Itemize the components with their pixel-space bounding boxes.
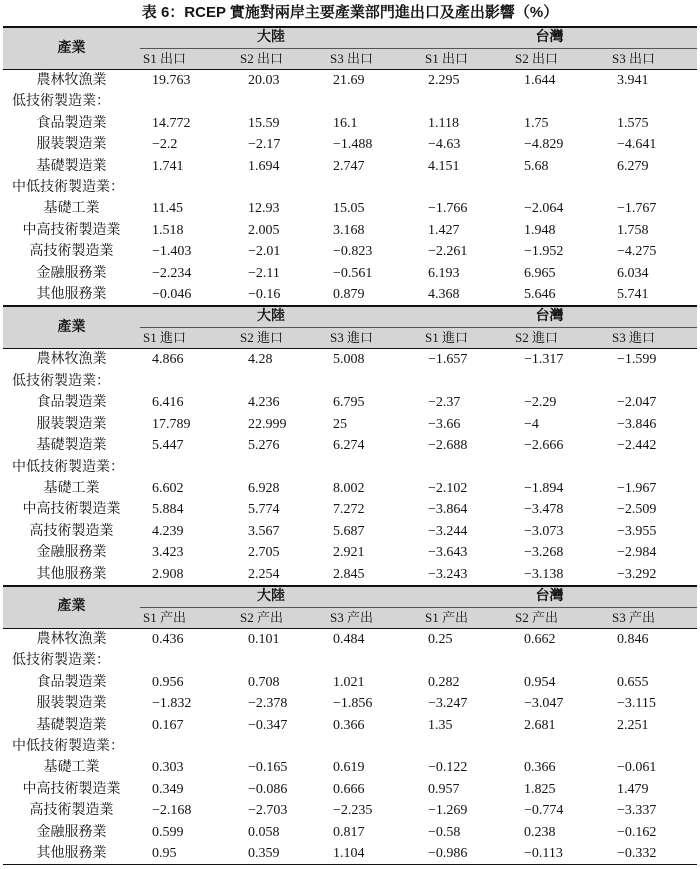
value-cell: 1.741 [152, 158, 184, 174]
value-cell: −0.122 [428, 760, 468, 776]
category-row [3, 371, 697, 392]
value-cell: 0.349 [152, 781, 184, 797]
value-cell: 5.276 [248, 438, 280, 454]
value-cell: −3.292 [617, 566, 657, 582]
industry-label: 高技術製造業 [29, 523, 114, 539]
value-cell: −2.984 [617, 545, 657, 561]
value-cell: 0.238 [524, 824, 556, 840]
value-cell: −3.138 [524, 566, 564, 582]
value-cell: 2.908 [152, 566, 184, 582]
value-cell: 0.436 [152, 631, 184, 647]
value-cell: 5.774 [248, 502, 280, 518]
value-cell: 4.239 [152, 523, 184, 539]
category-row [3, 457, 697, 478]
table-row [3, 284, 697, 306]
value-cell: 3.168 [333, 222, 365, 238]
industry-label: 其他服務業 [36, 287, 107, 303]
value-cell: −2.102 [428, 480, 468, 496]
value-cell: 2.921 [333, 545, 365, 561]
industry-label: 基礎工業 [43, 201, 100, 217]
scenario-header: S1 出口 [140, 49, 217, 70]
taiwan-header: 台灣 [402, 586, 697, 608]
value-cell: 0.366 [524, 760, 556, 776]
value-cell: 1.35 [428, 717, 453, 733]
value-cell: 0.25 [428, 631, 453, 647]
value-cell: −2.234 [152, 265, 192, 281]
value-cell: −1.488 [333, 137, 373, 153]
value-cell: −1.967 [617, 480, 657, 496]
value-cell: 6.416 [152, 395, 184, 411]
value-cell: −2.378 [248, 696, 288, 712]
value-cell: 1.575 [617, 115, 649, 131]
value-cell: 0.655 [617, 674, 649, 690]
table-title: 表 6：RCEP 實施對兩岸主要產業部門進出口及產出影響（%） [141, 4, 559, 21]
value-cell: −3.478 [524, 502, 564, 518]
value-cell: 6.602 [152, 480, 184, 496]
value-cell: −2.01 [248, 244, 281, 260]
industry-header: 產業 [3, 586, 140, 629]
value-cell: 0.879 [333, 287, 365, 303]
table-row [3, 156, 697, 177]
section-header-row [3, 27, 697, 49]
value-cell: 1.479 [617, 781, 649, 797]
value-cell: −2.17 [248, 137, 281, 153]
value-cell: 0.282 [428, 674, 460, 690]
table-row [3, 113, 697, 134]
value-cell: 4.151 [428, 158, 460, 174]
value-cell: 19.763 [152, 73, 191, 88]
table-row [3, 822, 697, 843]
table-row [3, 672, 697, 693]
taiwan-header: 台灣 [402, 27, 697, 49]
value-cell: 0.708 [248, 674, 280, 690]
industry-label: 基礎工業 [43, 760, 100, 776]
mainland-header: 大陸 [140, 27, 402, 49]
value-cell: −1.832 [152, 696, 192, 712]
table-row [3, 564, 697, 586]
value-cell: 17.789 [152, 416, 191, 432]
value-cell: 3.423 [152, 545, 184, 561]
value-cell: 1.104 [310, 843, 402, 865]
industry-label: 高技術製造業 [29, 803, 114, 819]
value-cell: −2.442 [617, 438, 657, 454]
value-cell: −1.657 [428, 352, 468, 368]
value-cell: 5.741 [617, 287, 649, 303]
value-cell: −0.823 [333, 244, 373, 260]
scenario-header: S2 产出 [217, 607, 310, 628]
table-section [3, 586, 697, 865]
value-cell: 1.825 [524, 781, 556, 797]
table-section [3, 27, 697, 306]
value-cell: −3.115 [617, 696, 656, 712]
value-cell: 6.034 [617, 265, 649, 281]
industry-label: 其他服務業 [3, 843, 140, 865]
industry-label: 服裝製造業 [36, 696, 107, 712]
table-row [3, 843, 697, 865]
category-label: 中低技術製造業： [12, 180, 124, 196]
taiwan-header: 台灣 [402, 306, 697, 328]
value-cell: 6.795 [333, 395, 365, 411]
value-cell: −3.247 [428, 696, 468, 712]
value-cell: 0.666 [333, 781, 365, 797]
value-cell: −4 [524, 416, 539, 432]
value-cell: 21.69 [333, 73, 365, 88]
value-cell: −3.846 [617, 416, 657, 432]
section-header-row [3, 306, 697, 328]
value-cell: 6.193 [428, 265, 460, 281]
value-cell: −0.046 [152, 287, 192, 303]
table-row [3, 241, 697, 262]
category-row [3, 91, 697, 112]
value-cell: −4.63 [428, 137, 461, 153]
value-cell: −0.162 [617, 824, 657, 840]
scenario-header: S2 進口 [495, 328, 588, 349]
value-cell: 5.008 [333, 352, 365, 368]
value-cell: −3.864 [428, 502, 468, 518]
value-cell: 6.279 [617, 158, 649, 174]
value-cell: −3.66 [428, 416, 461, 432]
value-cell: −1.894 [524, 480, 564, 496]
value-cell: −2.235 [333, 803, 373, 819]
value-cell: 6.965 [524, 265, 556, 281]
industry-label: 其他服務業 [36, 566, 107, 582]
value-cell: 0.956 [152, 674, 184, 690]
value-cell: 5.447 [152, 438, 184, 454]
category-label: 低技術製造業： [12, 373, 110, 389]
value-cell: 4.866 [152, 352, 184, 368]
value-cell: 5.646 [524, 287, 556, 303]
value-cell: −0.561 [333, 265, 373, 281]
value-cell: −4.641 [617, 137, 657, 153]
value-cell: −0.332 [588, 843, 697, 865]
industry-label: 中高技術製造業 [22, 781, 121, 797]
table-row [3, 542, 697, 563]
industry-label: 農林牧漁業 [36, 73, 107, 88]
value-cell: 20.03 [248, 73, 280, 88]
value-cell: 15.05 [333, 201, 365, 217]
value-cell: 0.359 [217, 843, 310, 865]
value-cell: 0.599 [152, 824, 184, 840]
category-row [3, 650, 697, 671]
industry-label: 服裝製造業 [36, 137, 107, 153]
industry-label: 食品製造業 [36, 115, 107, 131]
value-cell: −1.599 [617, 352, 657, 368]
value-cell: −2.688 [428, 438, 468, 454]
value-cell: 0.619 [333, 760, 365, 776]
industry-label: 基礎工業 [43, 480, 100, 496]
value-cell: −2.2 [152, 137, 178, 153]
value-cell: −3.337 [617, 803, 657, 819]
table-row [3, 521, 697, 542]
rcep-impact-table [3, 26, 697, 865]
value-cell: −0.086 [248, 781, 288, 797]
value-cell: 16.1 [333, 115, 358, 131]
value-cell: −1.403 [152, 244, 192, 260]
scenario-header: S3 進口 [310, 328, 402, 349]
value-cell: −0.58 [428, 824, 461, 840]
table-row [3, 134, 697, 155]
value-cell: 0.484 [333, 631, 365, 647]
value-cell: −2.29 [524, 395, 557, 411]
value-cell: 2.254 [248, 566, 280, 582]
value-cell: 4.368 [428, 287, 460, 303]
value-cell: 1.694 [248, 158, 280, 174]
table-row [3, 70, 697, 92]
value-cell: 8.002 [333, 480, 365, 496]
table-row [3, 414, 697, 435]
value-cell: 2.845 [333, 566, 365, 582]
value-cell: 3.567 [248, 523, 280, 539]
value-cell: 0.957 [428, 781, 460, 797]
value-cell: 12.93 [248, 201, 280, 217]
table-row [3, 693, 697, 714]
value-cell: −1.766 [428, 201, 468, 217]
industry-label: 農林牧漁業 [36, 631, 107, 647]
industry-header: 產業 [3, 306, 140, 349]
value-cell: 25 [333, 416, 347, 432]
scenario-header: S3 出口 [310, 49, 402, 70]
value-cell: −0.113 [495, 843, 588, 865]
value-cell: 1.518 [152, 222, 184, 238]
scenario-header: S3 产出 [310, 607, 402, 628]
table-row [3, 198, 697, 219]
category-row [3, 177, 697, 198]
industry-label: 高技術製造業 [29, 244, 114, 260]
value-cell: −4.829 [524, 137, 564, 153]
value-cell: −2.509 [617, 502, 657, 518]
value-cell: −3.955 [617, 523, 657, 539]
mainland-header: 大陸 [140, 586, 402, 608]
value-cell: −1.317 [524, 352, 564, 368]
scenario-header: S3 产出 [588, 607, 697, 628]
value-cell: 5.687 [333, 523, 365, 539]
value-cell: 22.999 [248, 416, 287, 432]
scenario-header: S1 出口 [402, 49, 495, 70]
table-row [3, 435, 697, 456]
value-cell: −3.047 [524, 696, 564, 712]
value-cell: −2.047 [617, 395, 657, 411]
value-cell: −3.643 [428, 545, 468, 561]
value-cell: 0.101 [248, 631, 280, 647]
value-cell: 2.747 [333, 158, 365, 174]
table-row [3, 779, 697, 800]
value-cell: −0.347 [248, 717, 288, 733]
value-cell: −0.986 [402, 843, 495, 865]
value-cell: −2.703 [248, 803, 288, 819]
table-row [3, 263, 697, 284]
value-cell: 0.303 [152, 760, 184, 776]
value-cell: −0.061 [617, 760, 657, 776]
industry-label: 食品製造業 [36, 395, 107, 411]
value-cell: −3.243 [428, 566, 468, 582]
value-cell: −1.767 [617, 201, 657, 217]
value-cell: 0.662 [524, 631, 556, 647]
value-cell: 2.705 [248, 545, 280, 561]
table-row [3, 628, 697, 650]
value-cell: 6.928 [248, 480, 280, 496]
table-row [3, 800, 697, 821]
value-cell: 5.884 [152, 502, 184, 518]
industry-label: 服裝製造業 [36, 416, 107, 432]
mainland-header: 大陸 [140, 306, 402, 328]
value-cell: −0.165 [248, 760, 288, 776]
value-cell: −2.666 [524, 438, 564, 454]
scenario-header: S1 产出 [140, 607, 217, 628]
value-cell: 1.427 [428, 222, 460, 238]
value-cell: 5.68 [524, 158, 549, 174]
category-row [3, 736, 697, 757]
value-cell: 1.644 [524, 73, 556, 88]
value-cell: 0.95 [140, 843, 217, 865]
value-cell: −4.275 [617, 244, 657, 260]
value-cell: −1.856 [333, 696, 373, 712]
value-cell: 1.948 [524, 222, 556, 238]
value-cell: −2.37 [428, 395, 461, 411]
industry-label: 基礎製造業 [36, 717, 107, 733]
value-cell: −3.073 [524, 523, 564, 539]
table-row [3, 220, 697, 241]
table-row [3, 392, 697, 413]
industry-label: 中高技術製造業 [22, 222, 121, 238]
industry-label: 基礎製造業 [36, 438, 107, 454]
value-cell: 1.021 [333, 674, 365, 690]
value-cell: 0.954 [524, 674, 556, 690]
value-cell: 7.272 [333, 502, 365, 518]
scenario-header: S3 出口 [588, 49, 697, 70]
value-cell: 2.251 [617, 717, 649, 733]
scenario-header: S2 進口 [217, 328, 310, 349]
value-cell: 1.758 [617, 222, 649, 238]
value-cell: −2.11 [248, 265, 280, 281]
value-cell: −3.244 [428, 523, 468, 539]
value-cell: 2.295 [428, 73, 460, 88]
value-cell: 15.59 [248, 115, 280, 131]
table-row [3, 499, 697, 520]
value-cell: −2.261 [428, 244, 468, 260]
value-cell: 0.846 [617, 631, 649, 647]
value-cell: −2.168 [152, 803, 192, 819]
scenario-header: S1 進口 [402, 328, 495, 349]
industry-label: 金融服務業 [36, 265, 107, 281]
scenario-header: S1 产出 [402, 607, 495, 628]
value-cell: 2.005 [248, 222, 280, 238]
value-cell: 11.45 [152, 201, 183, 217]
value-cell: 6.274 [333, 438, 365, 454]
value-cell: −0.774 [524, 803, 564, 819]
scenario-header: S2 产出 [495, 607, 588, 628]
value-cell: 14.772 [152, 115, 191, 131]
value-cell: 0.366 [333, 717, 365, 733]
value-cell: 0.058 [248, 824, 280, 840]
table-row [3, 478, 697, 499]
industry-label: 金融服務業 [36, 545, 107, 561]
section-header-row [3, 586, 697, 608]
table-row [3, 349, 697, 371]
category-label: 低技術製造業： [12, 653, 110, 669]
category-label: 低技術製造業： [12, 94, 110, 110]
industry-label: 中高技術製造業 [22, 502, 121, 518]
value-cell: 2.681 [524, 717, 556, 733]
category-label: 中低技術製造業： [12, 459, 124, 475]
industry-header: 產業 [3, 27, 140, 70]
value-cell: 0.167 [152, 717, 184, 733]
value-cell: 1.75 [524, 115, 549, 131]
scenario-header: S2 出口 [495, 49, 588, 70]
value-cell: 1.118 [428, 115, 459, 131]
value-cell: −1.952 [524, 244, 564, 260]
value-cell: 4.28 [248, 352, 273, 368]
industry-label: 食品製造業 [36, 674, 107, 690]
table-section [3, 306, 697, 585]
scenario-header: S1 進口 [140, 328, 217, 349]
industry-label: 農林牧漁業 [36, 352, 107, 368]
scenario-header: S2 出口 [217, 49, 310, 70]
scenario-header: S3 進口 [588, 328, 697, 349]
value-cell: −3.268 [524, 545, 564, 561]
table-row [3, 757, 697, 778]
value-cell: 0.817 [333, 824, 365, 840]
table-row [3, 715, 697, 736]
value-cell: −2.064 [524, 201, 564, 217]
category-label: 中低技術製造業： [12, 738, 124, 754]
value-cell: −0.16 [248, 287, 281, 303]
value-cell: 3.941 [617, 73, 649, 88]
industry-label: 基礎製造業 [36, 158, 107, 174]
value-cell: −1.269 [428, 803, 468, 819]
value-cell: 4.236 [248, 395, 280, 411]
industry-label: 金融服務業 [36, 824, 107, 840]
